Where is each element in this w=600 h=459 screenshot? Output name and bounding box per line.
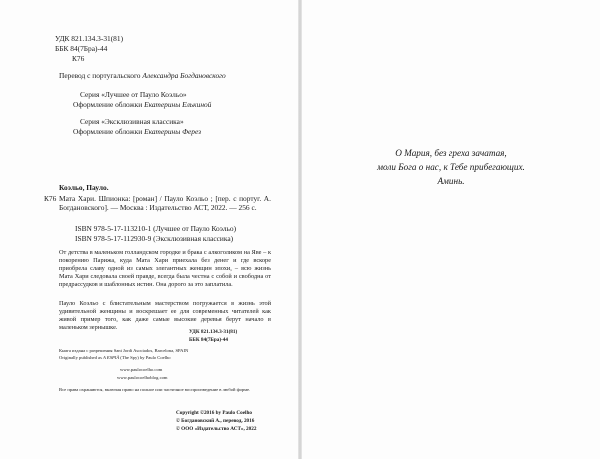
epigraph-line-1: О Мария, без греха зачатая, [395, 148, 507, 158]
copyright-line-2: © Богдановский А., перевод, 2016 [176, 418, 255, 424]
annotation-paragraph-2: Пауло Коэльо с блистательным мастерством погружается в жизнь этой удивительной женщины и воскрешает ее для современных читателей как живой пример того, как даже самые высокие деревья берут начало в маленьком зернышке. [59, 300, 271, 332]
rights-notice: Все права охраняются, включая право на полное или частичное воспроизведение в любой форме. [59, 387, 251, 392]
k-margin-code: К76 [44, 194, 57, 203]
series1-cover-line: Оформление обложки Екатерины Елькиной [73, 100, 212, 109]
epigraph-line-3: Аминь. [437, 176, 465, 186]
series1-line: Серия «Лучшее от Пауло Коэльо» [80, 90, 187, 99]
bbk-bold: ББК 84(7Бра)-44 [189, 337, 228, 343]
copyright-line-3: © ООО «Издательство АСТ», 2022 [176, 426, 257, 432]
bibliographic-record: Мата Хари. Шпионка: [роман] / Пауло Коэльо ; [пер. с португ. А. Богдановского]. — Москва : Издательство АСТ, 2022. — 256 с. [59, 194, 271, 212]
right-page [302, 0, 600, 459]
series2-cover-artist: Екатерины Ферез [144, 127, 202, 136]
series2-line: Серия «Эксклюзивная классика» [80, 117, 184, 126]
series1-cover-artist: Екатерины Елькиной [144, 100, 212, 109]
copyright-line-1: Copyright ©2016 by Paulo Coelho [176, 410, 252, 416]
series2-cover-line: Оформление обложки Екатерины Ферез [73, 127, 202, 136]
translation-line: Перевод с португальского Александра Богдановского [59, 71, 226, 80]
bbk-line: ББК 84(7Бра)-44 [55, 44, 108, 53]
translator-name: Александра Богдановского [142, 71, 226, 80]
author-heading: Коэльо, Пауло. [59, 183, 109, 192]
isbn-2: ISBN 978-5-17-112930-9 (Эксклюзивная классика) [75, 234, 234, 243]
website-1: www.paulocoelho.com [120, 367, 163, 372]
original-title-line: Originally published as A ESPIÃ (The Spy) by Paulo Coelho [59, 355, 171, 360]
udk-line: УДК 821.134.3-31(81) [55, 34, 124, 43]
original-title: A ESPIÃ [103, 355, 120, 360]
k-code: К76 [72, 54, 85, 63]
isbn-1: ISBN 978-5-17-113210-1 (Лучшее от Пауло Коэльо) [75, 224, 237, 233]
annotation-paragraph-1: От детства в маленьком голландском городке и брака с алкоголиком на Яве – к покорению Парижа, куда Мата Хари приехала без денег и где вскоре приобрела славу одной из самых элегантных женщин эпохи, – всю жизнь Мата Хари следовала своей правде, всегда была честна с собой и свободна от предрассудков и шаблонных истин. Она дорого за это заплатила. [59, 249, 271, 289]
website-2: www.paulocoelhoblog.com [117, 375, 168, 380]
left-page [0, 0, 298, 459]
epigraph-line-2: моли Бога о нас, к Тебе прибегающих. [377, 162, 525, 172]
udk-bold: УДК 821.134.3-31(81) [189, 329, 238, 335]
license-line: Книга издана с разрешения Sant Jordi Asociados, Barcelona, SPAIN [59, 348, 189, 353]
